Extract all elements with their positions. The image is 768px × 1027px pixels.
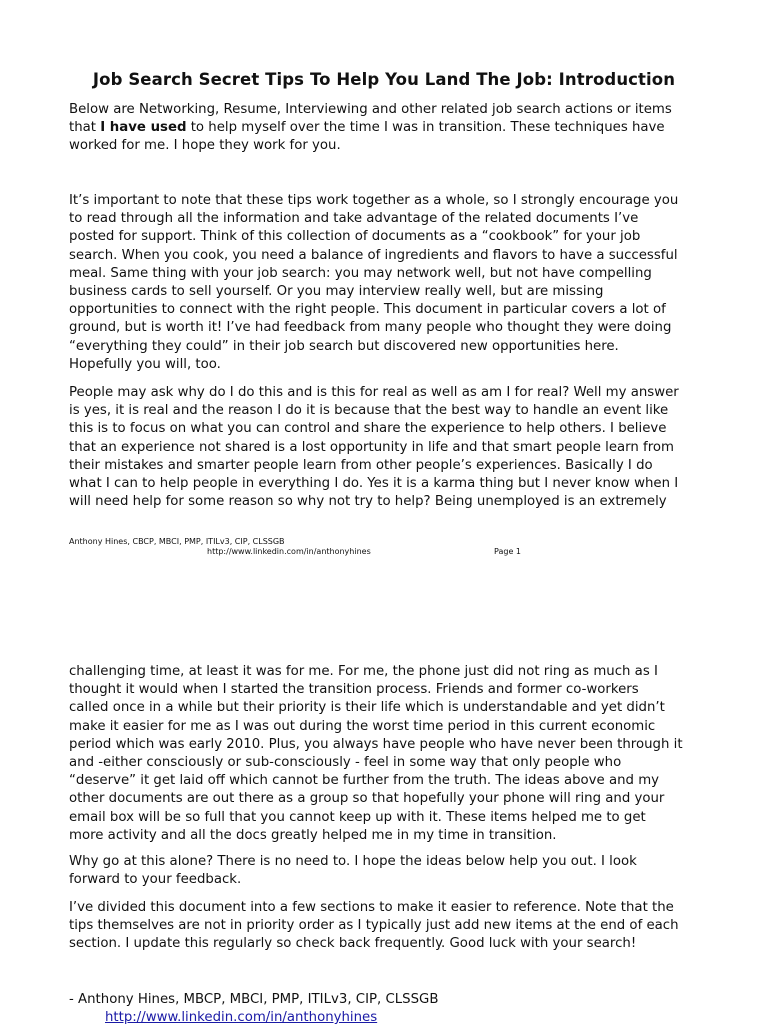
text-line: section. I update this regularly so check back frequently. Good luck with your search! bbox=[69, 936, 637, 952]
paragraph-importance bbox=[69, 192, 709, 374]
text-line: business cards to sell yourself. Or you may interview really well, but are missing bbox=[69, 284, 604, 300]
text-line: their mistakes and smarter people learn from other people’s experiences. Basically I do bbox=[69, 457, 653, 473]
text-line: search. When you cook, you need a balance of ingredients and flavors to have a successful bbox=[69, 247, 678, 263]
text-line: challenging time, at least it was for me. For me, the phone just did not ring as much as I bbox=[69, 664, 658, 679]
text-line: will need help for some reason so why not try to help? Being unemployed is an extremely bbox=[69, 494, 667, 510]
text-line: more activity and all the docs greatly helped me in my time in transition. bbox=[69, 827, 557, 843]
bold-emphasis: I have used bbox=[100, 120, 187, 136]
document-title: Job Search Secret Tips To Help You Land The Job: Introduction bbox=[92, 70, 676, 89]
text-line: that an experience not shared is a lost opportunity in life and that smart people learn from bbox=[69, 439, 674, 455]
text-line: “everything they could” in their job search but discovered new opportunities here. bbox=[69, 338, 619, 354]
footer-page-number: Page 1 bbox=[494, 547, 521, 556]
text-line: what I can to help people in everything I do. Yes it is a karma thing but I never know when I bbox=[69, 476, 679, 492]
text-line: opportunities to connect with the right people. This document in particular covers a lot of bbox=[69, 302, 666, 318]
signature-link[interactable]: http://www.linkedin.com/in/anthonyhines bbox=[105, 1010, 378, 1025]
text-line: Below are Networking, Resume, Interviewing and other related job search actions or items bbox=[69, 102, 672, 117]
intro-paragraph bbox=[69, 101, 709, 156]
text-line: worked for me. I hope they work for you. bbox=[69, 138, 341, 154]
text-line: I’ve divided this document into a few sections to make it easier to reference. Note that the bbox=[69, 900, 674, 915]
text-line: Hopefully you will, too. bbox=[69, 356, 221, 372]
text-line: make it easier for me as I was out during the worst time period in this current economic bbox=[69, 718, 656, 734]
text-line: and -either consciously or sub-consciously - feel in some way that only people who bbox=[69, 755, 622, 771]
text-segment: that bbox=[69, 120, 101, 136]
text-segment: to help myself over the time I was in transition. These techniques have bbox=[186, 120, 665, 136]
text-line: People may ask why do I do this and is this for real as well as am I for real? Well my answer bbox=[69, 385, 679, 400]
text-line: is yes, it is real and the reason I do it is because that the best way to handle an event like bbox=[69, 403, 669, 419]
paragraph-why-alone bbox=[69, 853, 709, 889]
text-line: Why go at this alone? There is no need to. I hope the ideas below help you out. I look bbox=[69, 854, 637, 869]
paragraph-sections bbox=[69, 899, 709, 954]
text-line: tips themselves are not in priority order as I typically just add new items at the end of each bbox=[69, 918, 679, 934]
text-line: forward to your feedback. bbox=[69, 872, 242, 888]
footer-url[interactable]: http://www.linkedin.com/in/anthonyhines bbox=[207, 547, 371, 556]
text-line: period which was early 2010. Plus, you always have people who have never been through it bbox=[69, 736, 683, 752]
text-line: posted for support. Think of this collection of documents as a “cookbook” for your job bbox=[69, 229, 641, 245]
text-line: ground, but is worth it! I’ve had feedback from many people who thought they were doing bbox=[69, 320, 672, 336]
paragraph-challenging bbox=[69, 663, 709, 845]
text-line: to read through all the information and take advantage of the related documents I’ve bbox=[69, 211, 639, 227]
text-line: called once in a while but their priority is their life which is understandable and yet didn’t bbox=[69, 700, 665, 716]
signature-line: - Anthony Hines, MBCP, MBCI, PMP, ITILv3, CIP, CLSSGB bbox=[69, 992, 439, 1007]
text-line: email box will be so full that you cannot keep up with it. These items helped me to get bbox=[69, 809, 646, 825]
text-line: this is to focus on what you can control and share the experience to help others. I believe bbox=[69, 421, 667, 437]
footer-author: Anthony Hines, CBCP, MBCI, PMP, ITILv3, CIP, CLSSGB bbox=[69, 537, 285, 546]
text-line: thought it would when I started the transition process. Friends and former co-workers bbox=[69, 682, 639, 698]
text-line: other documents are out there as a group so that hopefully your phone will ring and your bbox=[69, 791, 665, 807]
text-line bbox=[69, 119, 709, 137]
text-line: meal. Same thing with your job search: you may network well, but not have compelling bbox=[69, 265, 652, 281]
text-line: It’s important to note that these tips work together as a whole, so I strongly encourage you bbox=[69, 193, 679, 208]
paragraph-why bbox=[69, 384, 709, 511]
text-line: “deserve” it get laid off which cannot be further from the truth. The ideas above and my bbox=[69, 773, 660, 789]
